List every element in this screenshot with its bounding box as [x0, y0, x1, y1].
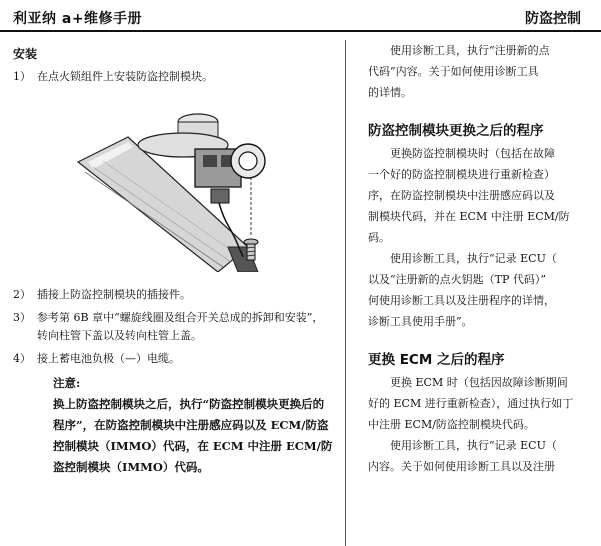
step-2 — [13, 286, 333, 304]
paragraph-line: 以及“注册新的点火钥匙（TP 代码）” — [368, 273, 546, 286]
paragraph-line: 使用诊断工具，执行“记录 ECU（ — [390, 439, 557, 452]
page-header — [0, 0, 601, 30]
right-column — [368, 40, 601, 477]
step-4 — [13, 350, 333, 368]
paragraph-line: 更换 ECM 时（包括因故障诊断期间 — [390, 376, 568, 389]
note-title: 注意: — [53, 376, 81, 390]
section-title-immobilizer-replacement: 防盗控制模块更换之后的程序 — [368, 123, 544, 139]
step-1 — [13, 68, 333, 86]
chapter-title: 防盗控制 — [525, 11, 581, 27]
paragraph-line: 诊断工具使用手册”。 — [368, 315, 473, 328]
paragraph-line: 使用诊断工具，执行“注册新的点 — [390, 44, 550, 57]
paragraph-line: 何使用诊断工具以及注册程序的详情， — [368, 294, 555, 307]
step-text: 在点火锁组件上安装防盗控制模块。 — [37, 70, 213, 83]
paragraph-line: 序，在防盗控制模块中注册感应码以及 — [368, 189, 555, 202]
paragraph-line: 中注册 ECM/防盗控制模块代码。 — [368, 418, 535, 431]
step-number: 1） — [13, 70, 31, 83]
paragraph-line: 代码”内容。关于如何使用诊断工具 — [368, 65, 539, 78]
section-title-ecm-replacement: 更换 ECM 之后的程序 — [368, 352, 505, 368]
section-title-install: 安装 — [13, 47, 38, 61]
paragraph-line: 好的 ECM 进行重新检查），通过执行如丁 — [368, 397, 574, 410]
step-text: 参考第 6B 章中“螺旋线圈及组合开关总成的拆卸和安装”，转向柱管下盖以及转向柱管上盖。 — [37, 311, 324, 342]
manual-title: 利亚纳 a+维修手册 — [13, 11, 143, 27]
paragraph-line: 一个好的防盗控制模块进行重新检查） — [368, 168, 555, 181]
paragraph-line: 内容。关于如何使用诊断工具以及注册 — [368, 460, 555, 473]
header-rule — [0, 30, 601, 32]
left-column — [13, 40, 333, 478]
paragraph-line: 更换防盗控制模块时（包括在故障 — [390, 147, 555, 160]
step-3 — [13, 309, 333, 345]
note-text: 换上防盗控制模块之后，执行“防盗控制模块更换后的程序”，在防盗控制模块中注册感应码以及 ECM/防盗控制模块（IMMO）代码，在 ECM 中注册 ECM/防盗控制模块（IMMO）代码。 — [53, 397, 333, 474]
step-number: 3） — [13, 311, 31, 324]
column-divider — [345, 40, 346, 546]
paragraph-line: 码。 — [368, 231, 390, 244]
step-text: 接上蓄电池负极（—）电缆。 — [37, 352, 180, 365]
immobilizer-install-diagram — [33, 97, 333, 272]
step-number: 2） — [13, 288, 31, 301]
paragraph-line: 制模块代码，并在 ECM 中注册 ECM/防 — [368, 210, 570, 223]
paragraph-line: 使用诊断工具，执行“记录 ECU（ — [390, 252, 557, 265]
note-block — [13, 373, 333, 478]
paragraph-line: 的详情。 — [368, 86, 412, 99]
step-text: 插接上防盗控制模块的插接件。 — [37, 288, 191, 301]
step-number: 4） — [13, 352, 31, 365]
